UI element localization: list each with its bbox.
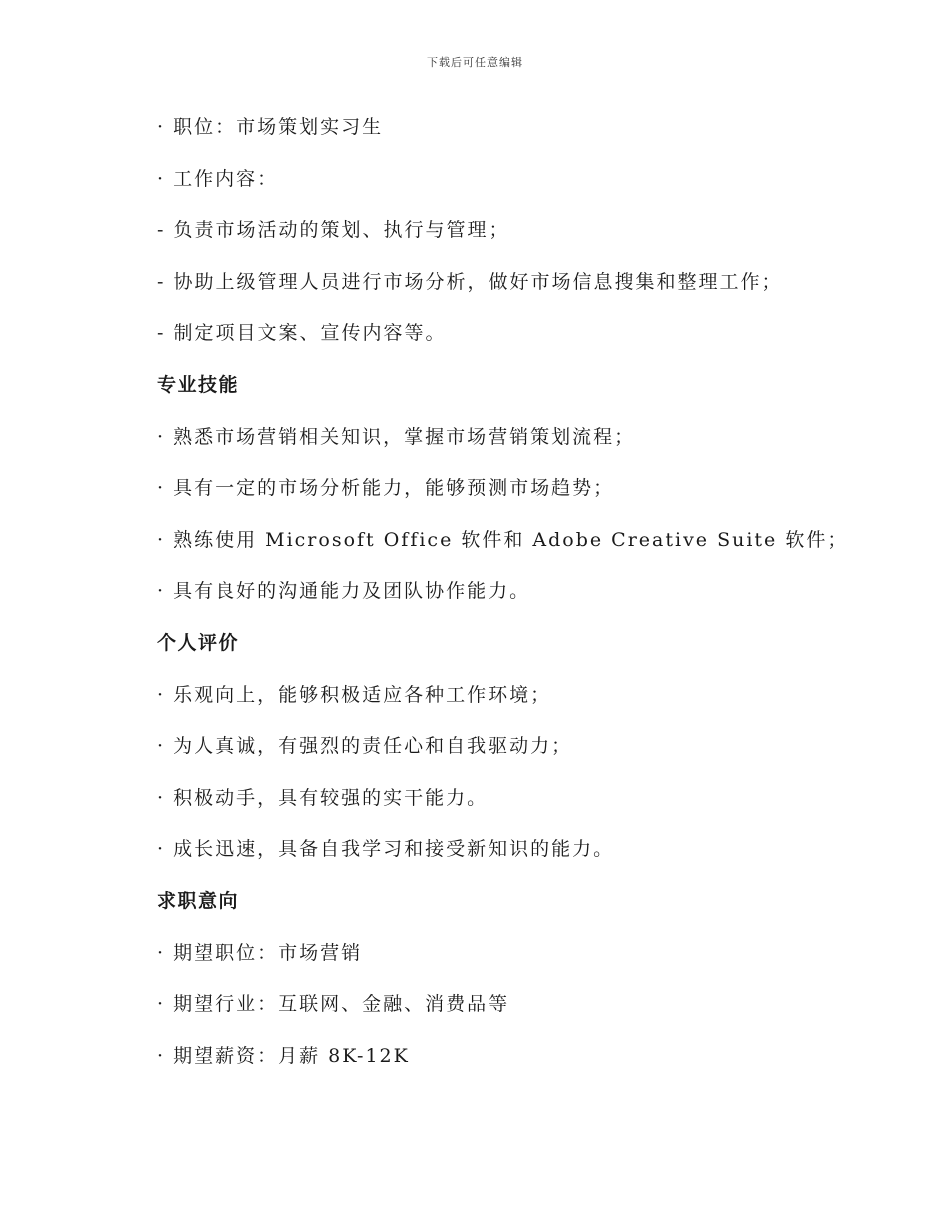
section-heading-job-intention: 求职意向 — [157, 889, 240, 912]
evaluation-item: · 乐观向上，能够积极适应各种工作环境； — [157, 683, 552, 706]
job-content-label: · 工作内容： — [157, 167, 279, 190]
job-duty-item: - 负责市场活动的策划、执行与管理； — [157, 219, 510, 242]
evaluation-item: · 成长迅速，具备自我学习和接受新知识的能力。 — [157, 838, 615, 861]
job-position-line: · 职位：市场策划实习生 — [157, 116, 384, 138]
skill-item: · 具有良好的沟通能力及团队协作能力。 — [157, 580, 531, 603]
section-heading-skills: 专业技能 — [157, 373, 240, 396]
skill-item: · 具有一定的市场分析能力，能够预测市场趋势； — [157, 477, 615, 500]
intention-item: · 期望职位：市场营销 — [157, 941, 363, 964]
job-duty-item: - 制定项目文案、宣传内容等。 — [157, 322, 447, 345]
page-header: 下载后可任意编辑 — [427, 56, 523, 69]
evaluation-item: · 为人真诚，有强烈的责任心和自我驱动力； — [157, 735, 573, 758]
skill-item: · 熟悉市场营销相关知识，掌握市场营销策划流程； — [157, 425, 636, 448]
evaluation-item: · 积极动手，具有较强的实干能力。 — [157, 786, 489, 809]
intention-item: · 期望行业：互联网、金融、消费品等 — [157, 993, 510, 1016]
skill-item: · 熟练使用 Microsoft Office 软件和 Adobe Creative Suite 软件； — [157, 528, 849, 551]
intention-item: · 期望薪资：月薪 8K-12K — [157, 1044, 410, 1067]
job-duty-item: - 协助上级管理人员进行市场分析，做好市场信息搜集和整理工作； — [157, 270, 783, 293]
section-heading-self-evaluation: 个人评价 — [157, 631, 240, 654]
document-body — [157, 110, 849, 1090]
